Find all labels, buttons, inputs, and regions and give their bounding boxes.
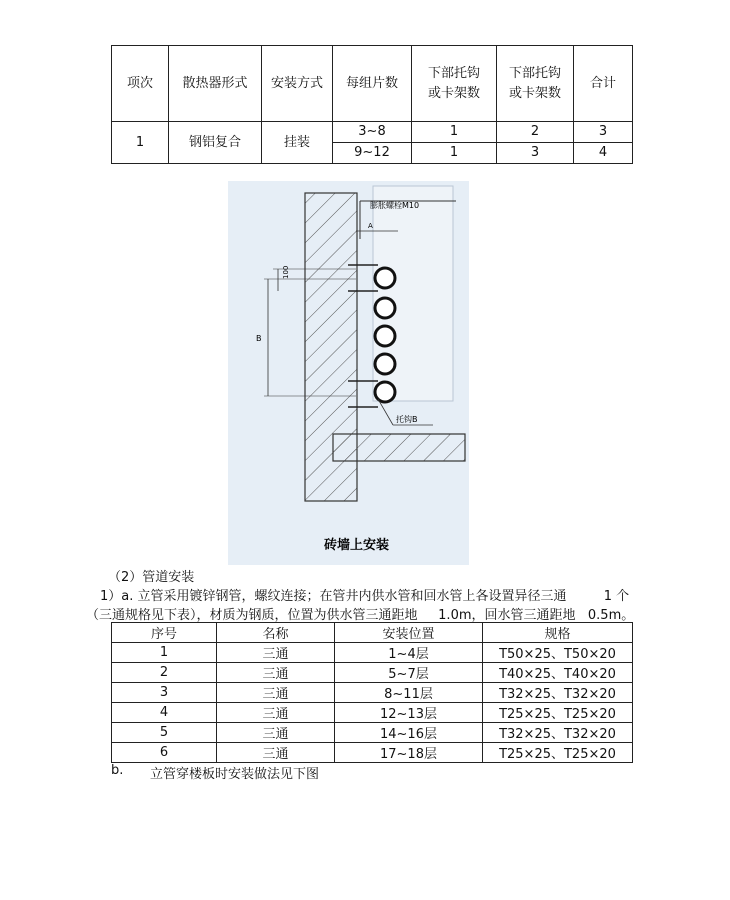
no-cell: 5 bbox=[112, 723, 217, 743]
radiator-support-table bbox=[111, 45, 633, 164]
paragraph-line: （三通规格见下表），材质为钢质，位置为供水管三通距地 1.0m，回水管三通距地 0.5m。 bbox=[86, 608, 635, 623]
no-cell: 6 bbox=[112, 743, 217, 763]
header-cell: 下部托钩 或卡架数 bbox=[412, 46, 497, 122]
footer-label: b. bbox=[111, 763, 124, 778]
spec-cell: T50×25、T50×20 bbox=[483, 643, 633, 663]
name-cell: 三通 bbox=[217, 643, 335, 663]
spec-cell: T32×25、T32×20 bbox=[483, 683, 633, 703]
header-cell: 安装位置 bbox=[335, 623, 483, 643]
name-cell: 三通 bbox=[217, 723, 335, 743]
name-cell: 三通 bbox=[217, 743, 335, 763]
spec-cell: T25×25、T25×20 bbox=[483, 703, 633, 723]
figure-caption: 砖墙上安装 bbox=[324, 538, 390, 553]
header-cell: 项次 bbox=[112, 46, 169, 122]
position-cell: 12~13层 bbox=[335, 703, 483, 723]
table-header-row bbox=[112, 46, 633, 122]
table-header-row bbox=[112, 623, 633, 643]
header-cell: 合计 bbox=[574, 46, 633, 122]
name-cell: 三通 bbox=[217, 663, 335, 683]
table-row bbox=[112, 723, 633, 743]
position-cell: 5~7层 bbox=[335, 663, 483, 683]
no-cell: 1 bbox=[112, 643, 217, 663]
install-drawing bbox=[228, 181, 469, 565]
header-cell: 散热器形式 bbox=[169, 46, 262, 122]
position-cell: 1~4层 bbox=[335, 643, 483, 663]
header-cell: 每组片数 bbox=[333, 46, 412, 122]
dim-b-label: B bbox=[256, 334, 262, 343]
header-cell: 序号 bbox=[112, 623, 217, 643]
install-method-cell: 挂装 bbox=[262, 122, 333, 164]
position-cell: 8~11层 bbox=[335, 683, 483, 703]
position-cell: 17~18层 bbox=[335, 743, 483, 763]
name-cell: 三通 bbox=[217, 703, 335, 723]
count-cell: 3~8 bbox=[333, 122, 412, 143]
paragraph-line: 1）a. 立管采用镀锌钢管，螺纹连接；在管井内供水管和回水管上各设置异径三通 1 个 bbox=[100, 589, 630, 604]
name-cell: 三通 bbox=[217, 683, 335, 703]
radiator-install-figure bbox=[228, 181, 469, 565]
no-cell: 2 bbox=[112, 663, 217, 683]
header-cell: 下部托钩 或卡架数 bbox=[497, 46, 574, 122]
no-cell: 3 bbox=[112, 683, 217, 703]
table-row bbox=[112, 663, 633, 683]
count-cell: 9~12 bbox=[333, 143, 412, 164]
value-cell: 2 bbox=[497, 122, 574, 143]
table-row bbox=[112, 703, 633, 723]
header-cell: 规格 bbox=[483, 623, 633, 643]
table-row bbox=[112, 683, 633, 703]
footer-text: 立管穿楼板时安装做法见下图 bbox=[150, 767, 320, 782]
bolt-label: 膨胀螺栓M10 bbox=[370, 201, 420, 210]
floor-slab bbox=[333, 434, 465, 461]
spec-cell: T25×25、T25×20 bbox=[483, 743, 633, 763]
total-cell: 4 bbox=[574, 143, 633, 164]
hook-label: 托钩B bbox=[396, 415, 418, 424]
spec-cell: T32×25、T32×20 bbox=[483, 723, 633, 743]
table-row bbox=[112, 122, 633, 143]
value-cell: 1 bbox=[412, 143, 497, 164]
dim-100-label: 100 bbox=[282, 265, 290, 279]
table-row bbox=[112, 743, 633, 763]
spec-cell: T40×25、T40×20 bbox=[483, 663, 633, 683]
value-cell: 3 bbox=[497, 143, 574, 164]
total-cell: 3 bbox=[574, 122, 633, 143]
tee-spec-table bbox=[111, 622, 633, 763]
header-cell: 安装方式 bbox=[262, 46, 333, 122]
position-cell: 14~16层 bbox=[335, 723, 483, 743]
section-heading: （2）管道安装 bbox=[108, 570, 195, 585]
item-number-cell: 1 bbox=[112, 122, 169, 164]
radiator-type-cell: 钢铝复合 bbox=[169, 122, 262, 164]
header-cell: 名称 bbox=[217, 623, 335, 643]
dim-a-label: A bbox=[368, 222, 373, 230]
table-row bbox=[112, 643, 633, 663]
value-cell: 1 bbox=[412, 122, 497, 143]
no-cell: 4 bbox=[112, 703, 217, 723]
